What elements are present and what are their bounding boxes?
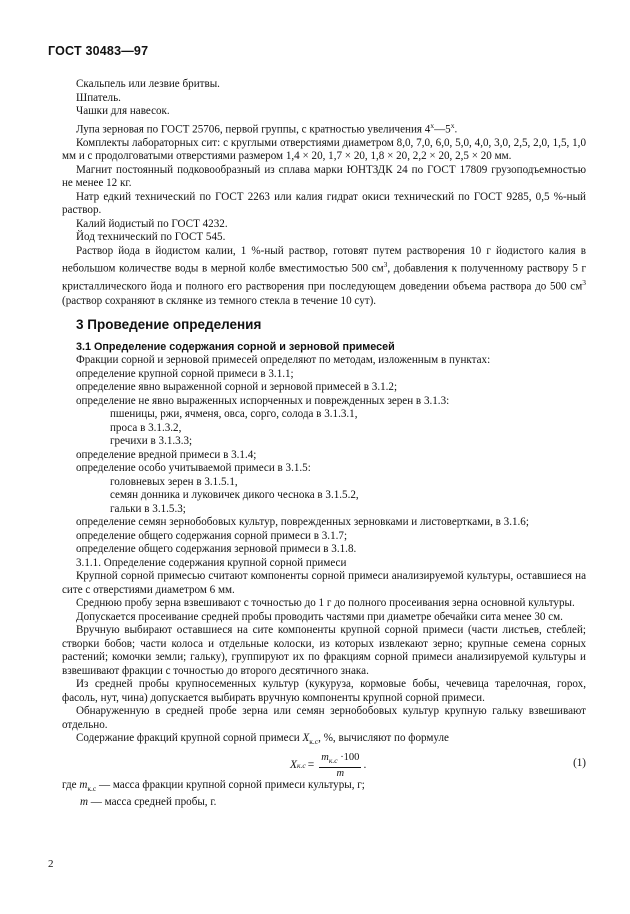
paragraph: Из средней пробы крупносеменных культур (кукуруза, кормовые бобы, чечевица тарелочная, горох, фасоль, нут, чина) допускается выбирать вручную компоненты крупной сорной примеси. [62,678,586,704]
section-heading: 3 Проведение определения [76,317,262,333]
methods-intro: Фракции сорной и зерновой примесей определяют по методам, изложенным в пунктах: [76,354,491,367]
kaliy-paragraph: Калий йодистый по ГОСТ 4232. [76,217,228,230]
subsection-heading: 3.1 Определение содержания сорной и зерновой примесей [76,340,395,353]
paragraph: Крупной сорной примесью считают компоненты сорной примеси анализируемой культуры, оставшиеся на сите с отверстиями диаметром 6 мм. [62,570,586,596]
formula-1 [62,750,586,778]
formula-number: (1) [573,756,586,769]
formula-intro: Содержание фракций крупной сорной примеси $X_{к.с}$, %, вычисляют по формуле [76,732,449,747]
paragraph: Допускается просеивание средней пробы проводить частями при диаметре обечайки сита менее 30 см. [76,610,563,623]
sieves-paragraph: Комплекты лабораторных сит: с круглыми отверстиями диаметром 8,0, 7,0, 6,0, 5,0, 4,0, 3,0, 2,5, 2,0, 1,5, 1,0 мм и с продолговатыми отверстиями размером 1,4 × 20, 1,7 × 20, 1,8 × 20, 2,2 × 20, 2,5 × 20 мм. [62,136,586,163]
paragraph: Вручную выбирают оставшиеся на сите компоненты крупной сорной примеси (части листьев, стеблей; створки бобов; части колоса и отдельные колоски, из которых извлекают зерно; крупные семена сорных растений; комочки земли; гальку), группируют их по фракциям сорной примеси анализируемой культуры и взвешивают фракции с точностью до второго десятичного знака. [62,624,586,677]
method-item: определение явно выраженной сорной и зерновой примесей в 3.1.2; [76,381,398,394]
yod-paragraph: Йод технический по ГОСТ 545. [76,231,226,244]
where-line: m — масса средней пробы, г. [80,795,217,808]
method-subitem: проса в 3.1.3.2, [110,421,182,434]
paragraph: Среднюю пробу зерна взвешивают с точностью до 1 г до полного просеивания зерна основной культуры. [76,597,575,610]
method-item: определение общего содержания зерновой примеси в 3.1.8. [76,543,357,556]
where-line: где $m_{к.с}$ — масса фракции крупной сорной примеси культуры, г; [62,778,365,793]
list-item: Шпатель. [76,91,121,104]
method-item: определение семян зернобобовых культур, поврежденных зерновками и листовертками, в 3.1.6; [76,516,529,529]
method-item: определение особо учитываемой примеси в 3.1.5: [76,462,311,475]
method-subitem: пшеницы, ржи, ячменя, овса, сорго, солода в 3.1.3.1, [110,408,358,421]
list-item: Скальпель или лезвие бритвы. [76,78,220,90]
page-number: 2 [48,858,54,870]
formula-expression: X к.с = $\frac{m_{к.с} \cdot 100}{m}$ . [290,751,367,779]
method-item: определение общего содержания сорной примеси в 3.1.7; [76,529,348,542]
method-subitem: головневых зерен в 3.1.5.1, [110,475,238,488]
method-subitem: гальки в 3.1.5.3; [110,502,186,515]
method-item: определение не явно выраженных испорченных и поврежденных зерен в 3.1.3: [76,394,450,407]
list-item: Чашки для навесок. [76,105,170,117]
document-body [62,78,586,809]
document-header: ГОСТ 30483—97 [48,44,149,58]
method-subitem: семян донника и луковичек дикого чеснока в 3.1.5.2, [110,489,359,502]
formula-fraction: $\frac{m_{к.с} \cdot 100}{m}$ [321,751,360,779]
method-subitem: гречихи в 3.1.3.3; [110,435,193,448]
natr-paragraph: Натр едкий технический по ГОСТ 2263 или калия гидрат окиси технический по ГОСТ 9285, 0,5 %-ный раствор. [62,190,586,217]
magnet-paragraph: Магнит постоянный подковообразный из сплава марки ЮНТЗДК 24 по ГОСТ 17809 грузоподъемностью не менее 12 кг. [62,163,586,190]
loupe-paragraph: Лупа зерновая по ГОСТ 25706, первой группы, с кратностью увеличения $4^х—5^х$. [76,120,458,136]
method-item: определение вредной примеси в 3.1.4; [76,448,257,461]
paragraph: Обнаруженную в средней пробе зерна или семян зернобобовых культур крупную гальку взвешивают отдельно. [62,705,586,731]
method-item: определение крупной сорной примеси в 3.1.1; [76,367,294,380]
clause-heading: 3.1.1. Определение содержания крупной сорной примеси [76,556,347,569]
solution-paragraph: Раствор йода в йодистом калии, 1 %-ный раствор, готовят путем растворения 10 г йодистого калия в небольшом количестве воды в мерной колбе вместимостью 500 $см^3$, добавления к полученному раствору 5 г кристаллического йода и полного его растворения при последующем доведении объема раствора до 500 $см^3$ (раствор сохраняют в склянке из темного стекла в течение 10 сут). [62,244,586,307]
